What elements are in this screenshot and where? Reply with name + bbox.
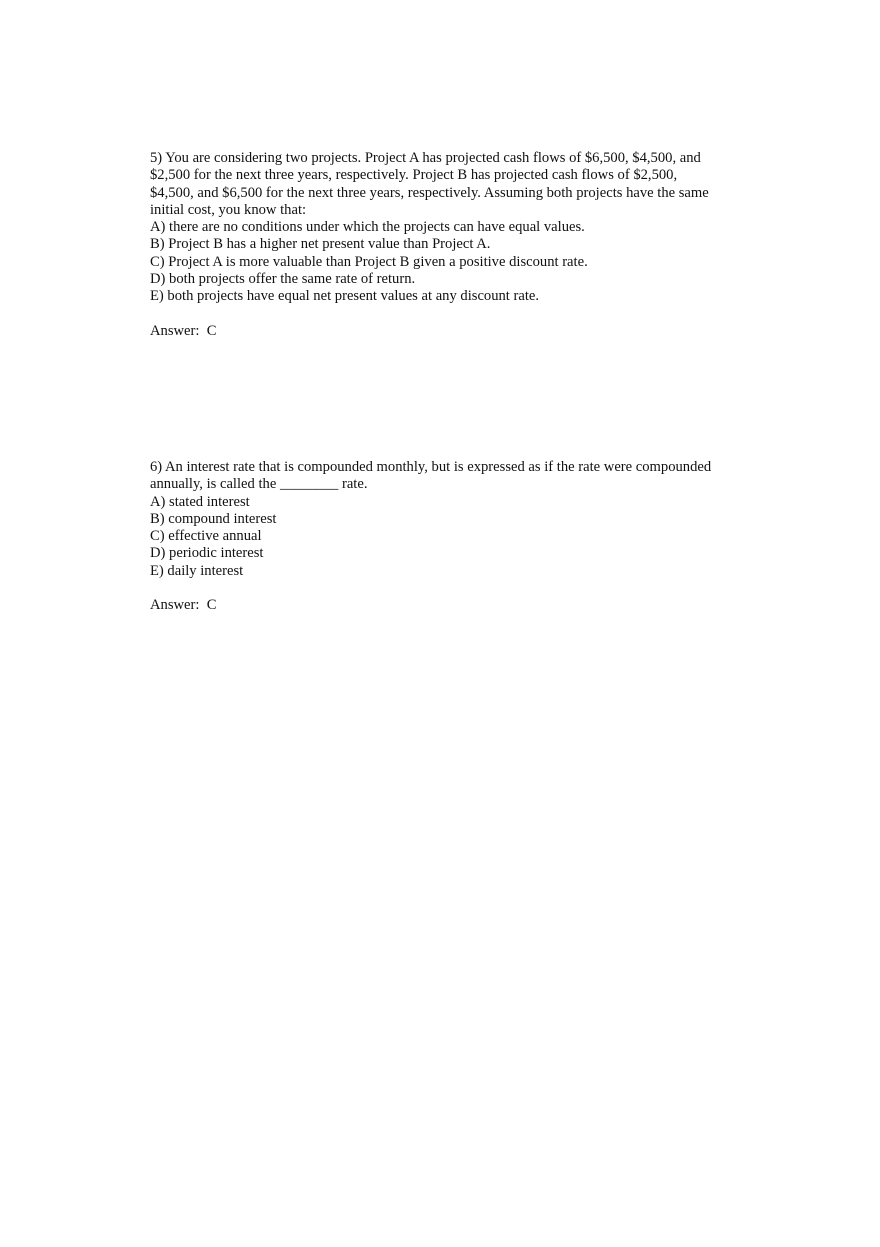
answer-line: Answer: C <box>150 322 217 339</box>
option-e: E) daily interest <box>150 562 244 579</box>
option-a: A) there are no conditions under which the projects can have equal values. <box>150 219 585 236</box>
question-stem-line: annually, is called the ________ rate. <box>150 476 368 493</box>
option-b: B) Project B has a higher net present value than Project A. <box>150 236 491 253</box>
question-stem-line: $4,500, and $6,500 for the next three years, respectively. Assuming both projects have the same <box>150 184 709 201</box>
question-6 <box>150 459 740 614</box>
option-d: D) both projects offer the same rate of return. <box>150 271 416 288</box>
answer-line: Answer: C <box>150 597 217 614</box>
question-stem-line: 5) You are considering two projects. Project A has projected cash flows of $6,500, $4,500, and <box>150 150 701 166</box>
question-stem-line: 6) An interest rate that is compounded monthly, but is expressed as if the rate were compounded <box>150 459 712 475</box>
question-stem-line: $2,500 for the next three years, respectively. Project B has projected cash flows of $2,500, <box>150 167 678 184</box>
question-5 <box>150 150 740 340</box>
option-c: C) Project A is more valuable than Project B given a positive discount rate. <box>150 253 588 270</box>
option-e: E) both projects have equal net present values at any discount rate. <box>150 288 540 305</box>
option-c: C) effective annual <box>150 528 262 545</box>
option-b: B) compound interest <box>150 510 277 527</box>
option-a: A) stated interest <box>150 493 250 510</box>
question-stem-line: initial cost, you know that: <box>150 201 307 218</box>
option-d: D) periodic interest <box>150 545 264 562</box>
